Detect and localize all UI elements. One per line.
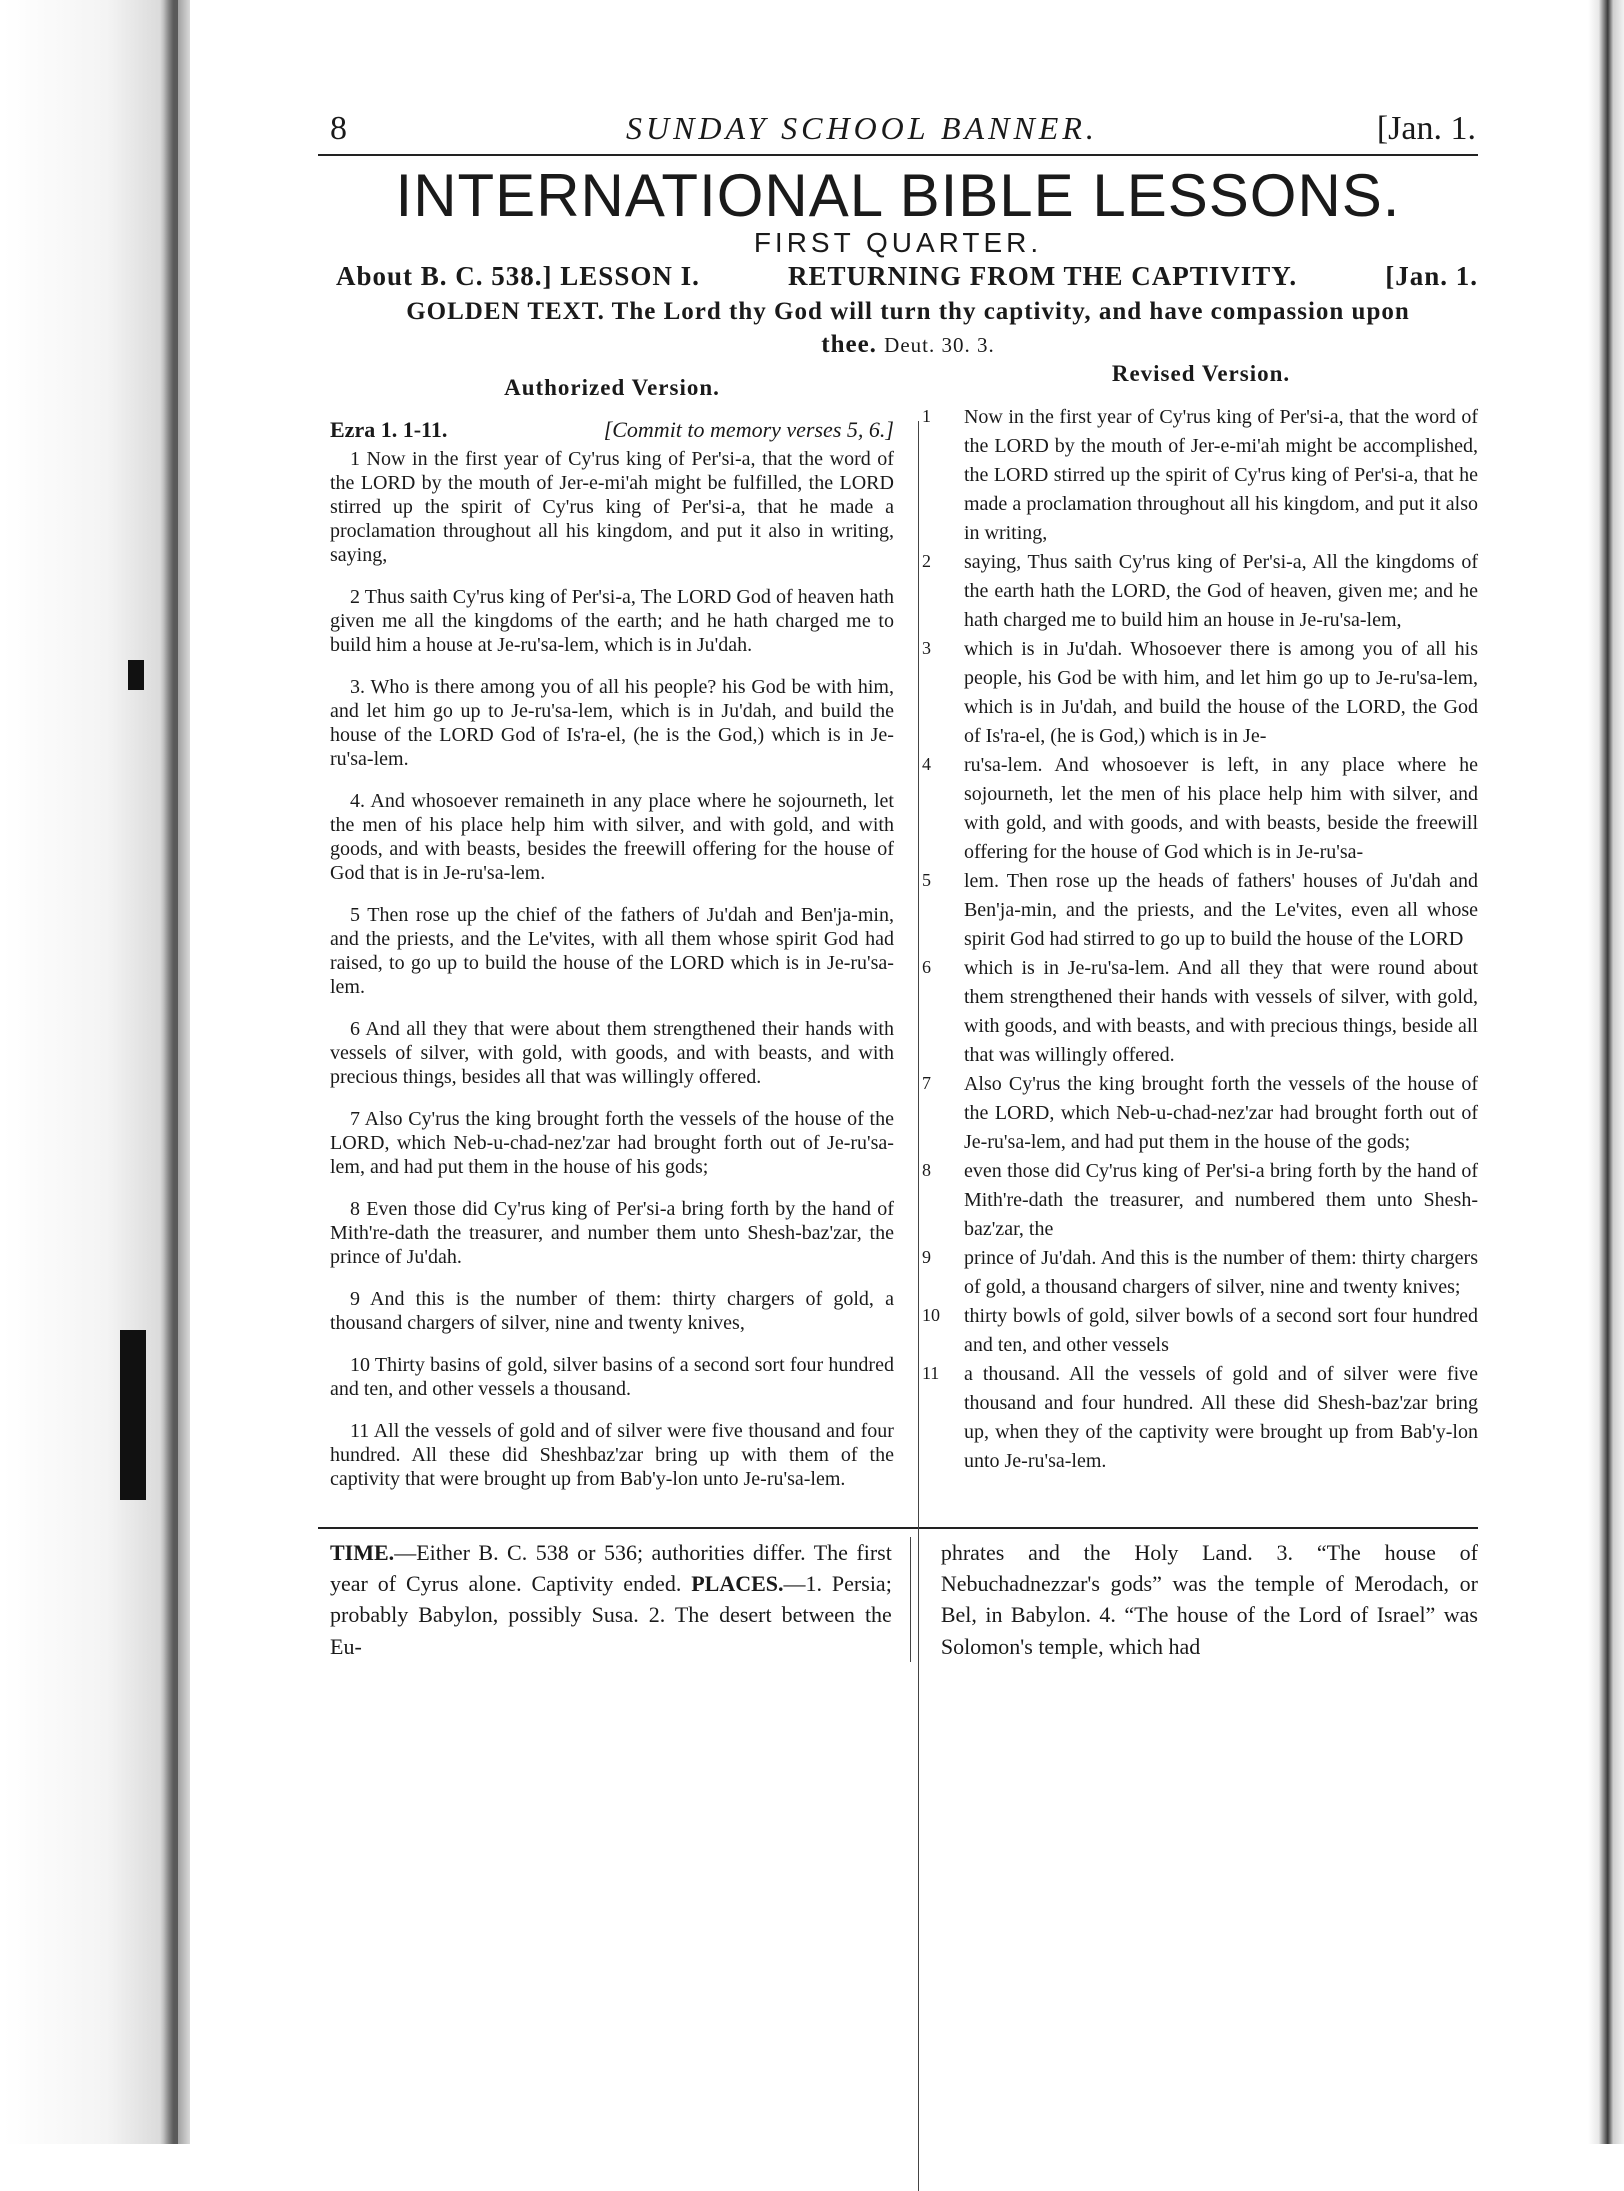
verse: 6 And all they that were about them strengthened their hands with vessels of silver, with gold, with goods, and with beasts, and with precious things, besides all that was willingly offered. xyxy=(330,1018,894,1088)
revised-verse-text: ru'sa-lem. And whosoever is left, in any place where he sojourneth, let the men of his place help him with silver, and with gold, and with goods, and with beasts, beside the freewill offering for the house of God which is in Je-ru'sa- xyxy=(963,754,1478,863)
version-columns xyxy=(318,361,1478,1509)
verse: 3. Who is there among you of all his people? his God be with him, and let him go up to Je-ru'sa-lem, which is in Ju'dah, and build the house of the LORD God of Is'ra-el, (he is the God,) which is in Je-ru'sa-lem. xyxy=(330,676,894,770)
scan-left-margin xyxy=(0,0,178,2144)
lesson-date: [Jan. 1. xyxy=(1385,261,1478,291)
running-header xyxy=(318,110,1478,156)
verse: 1 Now in the first year of Cy'rus king of Per'si-a, that the word of the LORD by the mouth of Jer-e-mi'ah might be fulfilled, the LORD stirred up the spirit of Cy'rus king of Per'si-a, that he made a proclamation throughout all his kingdom, and put it also in writing, saying, xyxy=(330,448,894,566)
revised-version-heading: Revised Version. xyxy=(1111,361,1291,386)
verse: 11 All the vessels of gold and of silver were five thousand and four hundred. All these did Sheshbaz'zar bring up with them of the captivity that were brought up from Bab'y-lon unto Je-ru'sa-lem. xyxy=(330,1420,894,1490)
time-text: —Either B. C. 538 or 536; authorities differ. The first year of Cyrus alone. Captivity ended. xyxy=(330,1540,892,1597)
notes-right-column: phrates and the Holy Land. 3. “The house of Nebuchadnezzar's gods” was the temple of Merodach, or Bel, in Babylon. 4. “The house of the Lord of Israel” was Solomon's temple, which had xyxy=(910,1537,1478,1662)
verse: 10 Thirty basins of gold, silver basins of a second sort four hundred and ten, and other vessels a thousand. xyxy=(330,1354,894,1400)
passage-citation: Ezra 1. 1-11. xyxy=(330,417,448,442)
revised-verse xyxy=(921,635,1478,751)
revised-verse-text: which is in Ju'dah. Whosoever there is among you of all his people, his God be with him, and let him go up to Je-ru'sa-lem, which is in Ju'dah, and build the house of the LORD, the God of Is'ra-el, (he is God,) which is in Je- xyxy=(963,638,1478,747)
section-rule xyxy=(318,1527,1478,1529)
revised-verse xyxy=(921,751,1478,867)
golden-text-reference: Deut. 30. 3. xyxy=(884,332,995,357)
verse: 2 Thus saith Cy'rus king of Per'si-a, The LORD God of heaven hath given me all the kingdoms of the earth; and he hath charged me to build him a house at Je-ru'sa-lem, which is in Ju'dah. xyxy=(330,586,894,656)
verse: 7 Also Cy'rus the king brought forth the vessels of the house of the LORD, which Neb-u-chad-nez'zar had brought forth out of Je-ru'sa-lem, and had put them in the house of his gods; xyxy=(330,1108,894,1178)
verse: 4. And whosoever remaineth in any place where he sojourneth, let the men of his place help him with silver, and with gold, and with goods, and with beasts, besides the freewill offering for the house of God that is in Je-ru'sa-lem. xyxy=(330,790,894,884)
revised-verse xyxy=(921,954,1478,1070)
verse-number: 6 xyxy=(921,957,931,977)
verse-number: 4 xyxy=(921,754,931,774)
page-title: INTERNATIONAL BIBLE LESSONS. xyxy=(395,162,1401,229)
header-date: [Jan. 1. xyxy=(1376,110,1476,147)
revised-verse xyxy=(921,548,1478,635)
revised-verse xyxy=(921,867,1478,954)
commit-note: [Commit to memory verses 5, 6.] xyxy=(603,417,894,442)
revised-verse xyxy=(921,1157,1478,1244)
verse-number: 8 xyxy=(921,1160,931,1180)
passage-reference xyxy=(330,417,894,443)
golden-text xyxy=(318,296,1478,361)
revised-verse xyxy=(921,1244,1478,1302)
quarter-subtitle: FIRST QUARTER. xyxy=(753,227,1043,258)
golden-text-label: GOLDEN TEXT. xyxy=(406,298,605,325)
binding-mark xyxy=(120,1330,146,1500)
page-number: 8 xyxy=(330,110,347,147)
book-spine-shadow xyxy=(160,0,190,2144)
revised-verse xyxy=(921,1070,1478,1157)
verse-number: 10 xyxy=(921,1305,940,1325)
places-text: —1. Persia; probably Babylon, possibly Susa. 2. The desert between the Eu- xyxy=(330,1571,892,1659)
revised-verse xyxy=(921,1360,1478,1476)
revised-verses xyxy=(921,403,1478,1476)
notes-left-column xyxy=(318,1537,892,1662)
verse-number: 7 xyxy=(921,1073,931,1093)
column-divider xyxy=(918,421,919,2191)
revised-verse-text: thirty bowls of gold, silver bowls of a second sort four hundred and ten, and other vessels xyxy=(963,1305,1478,1356)
revised-verse-text: which is in Je-ru'sa-lem. And all they that were round about them strengthened their hands with vessels of silver, with gold, with goods, and with beasts, and with precious things, beside all that was willingly offered. xyxy=(963,957,1478,1066)
places-label: PLACES. xyxy=(691,1571,784,1597)
verse-number: 2 xyxy=(921,551,931,571)
lesson-notes xyxy=(318,1537,1478,1662)
verse: 9 And this is the number of them: thirty chargers of gold, a thousand chargers of silver, nine and twenty knives, xyxy=(330,1288,894,1334)
revised-verse-text: lem. Then rose up the heads of fathers' houses of Ju'dah and Ben'ja-min, and the priests, and the Le'vites, even all whose spirit God had stirred to go up to build the house of the LORD xyxy=(963,870,1478,950)
verse-number: 5 xyxy=(921,870,931,890)
revised-verse-text: saying, Thus saith Cy'rus king of Per'si-a, All the kingdoms of the earth hath the LORD, the God of heaven, given me; and he hath charged me to build him an house in Je-ru'sa-lem, xyxy=(963,551,1478,631)
time-label: TIME. xyxy=(330,1540,395,1565)
verse-number: 9 xyxy=(921,1247,931,1267)
authorized-verses xyxy=(330,447,894,1491)
verse: 5 Then rose up the chief of the fathers of Ju'dah and Ben'ja-min, and the priests, and the Le'vites, with all them whose spirit God had raised, to go up to build the house of the LORD which is in Je-ru'sa-lem. xyxy=(330,904,894,998)
revised-version-column xyxy=(894,361,1478,1509)
revised-verse xyxy=(921,403,1478,548)
scan-right-edge xyxy=(1588,0,1624,2144)
lesson-number: LESSON I. xyxy=(560,261,700,291)
revised-verse-text: even those did Cy'rus king of Per'si-a bring forth by the hand of Mith're-dath the treasurer, and numbered them unto Shesh-baz'zar, the xyxy=(963,1160,1478,1240)
verse: 8 Even those did Cy'rus king of Per'si-a bring forth by the hand of Mith're-dath the treasurer, and number them unto Shesh-baz'zar, the prince of Ju'dah. xyxy=(330,1198,894,1268)
revised-verse-text: a thousand. All the vessels of gold and of silver were five thousand and four hundred. All these did Shesh-baz'zar bring up, when they of the captivity were brought up from Bab'y-lon unto Je-ru'sa-lem. xyxy=(963,1363,1478,1472)
authorized-version-column xyxy=(318,361,894,1509)
running-title: SUNDAY SCHOOL BANNER. xyxy=(625,110,1098,146)
lesson-name: RETURNING FROM THE CAPTIVITY. xyxy=(788,261,1298,291)
verse-number: 11 xyxy=(921,1363,940,1383)
binding-mark xyxy=(128,660,144,690)
lesson-date-prefix: About B. C. 538.] xyxy=(336,261,553,291)
verse-number: 1 xyxy=(921,406,931,426)
page xyxy=(318,110,1478,1662)
revised-verse-text: Now in the first year of Cy'rus king of Per'si-a, that the word of the LORD by the mouth of Jer-e-mi'ah might be accomplished, the LORD stirred up the spirit of Cy'rus king of Per'si-a, that he made a proclamation throughout all his kingdom, and put it also in writing, xyxy=(963,406,1478,544)
revised-verse-text: prince of Ju'dah. And this is the number of them: thirty chargers of gold, a thousand chargers of silver, nine and twenty knives; xyxy=(963,1247,1478,1298)
authorized-version-heading: Authorized Version. xyxy=(504,375,720,400)
revised-verse xyxy=(921,1302,1478,1360)
revised-verse-text: Also Cy'rus the king brought forth the vessels of the house of the LORD, which Neb-u-chad-nez'zar had brought forth out of Je-ru'sa-lem, and had put them in the house of the gods; xyxy=(963,1073,1478,1153)
lesson-heading xyxy=(318,261,1478,292)
verse-number: 3 xyxy=(921,638,931,658)
golden-text-body: The Lord thy God will turn thy captivity, and have compassion upon thee. xyxy=(611,298,1410,358)
